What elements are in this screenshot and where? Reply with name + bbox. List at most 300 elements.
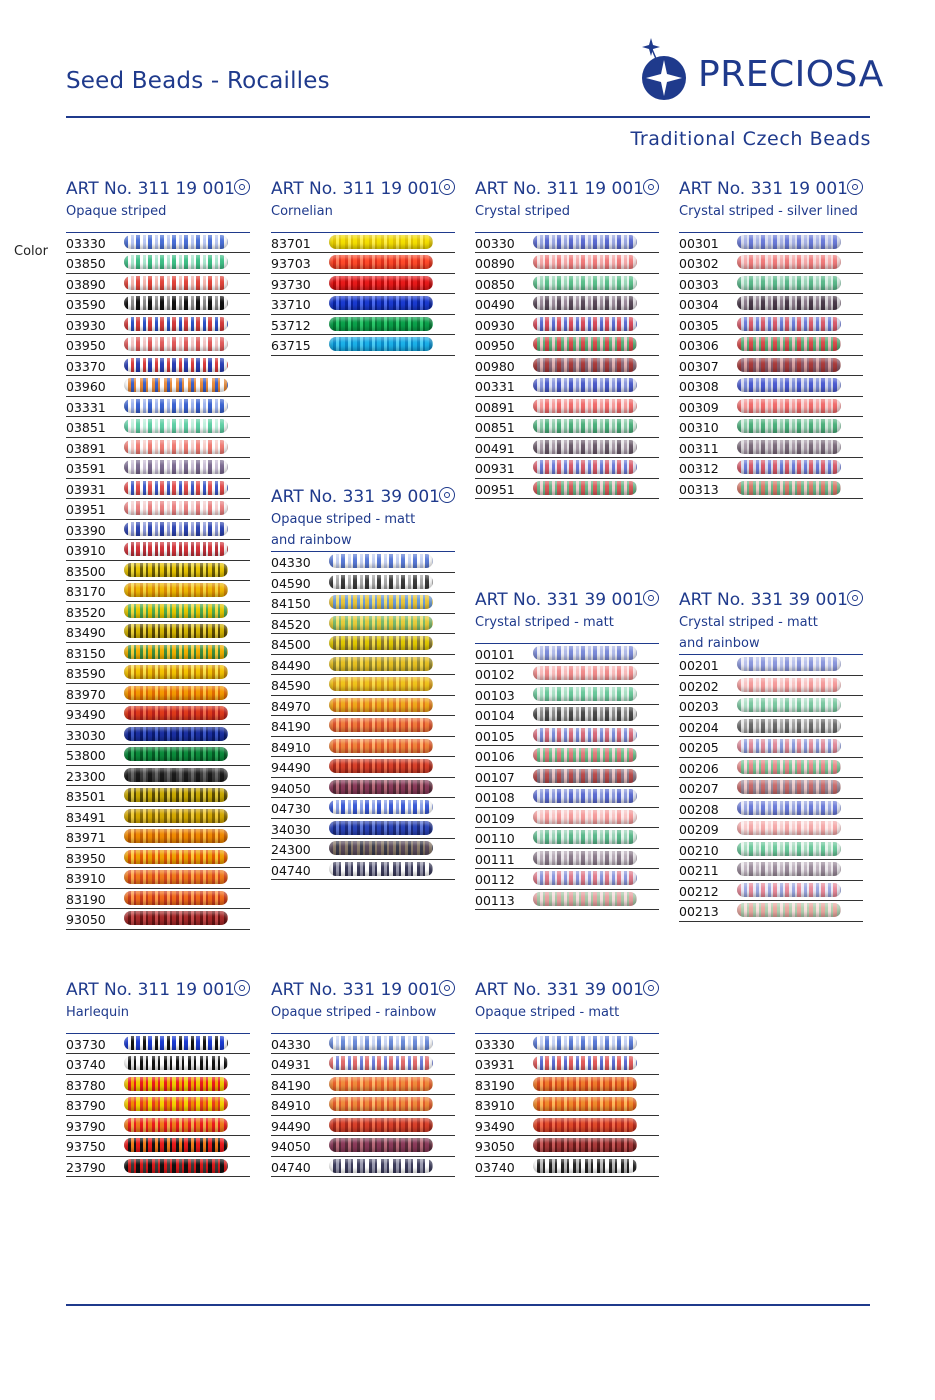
bead-strand-swatch (124, 706, 228, 720)
color-code: 84970 (271, 698, 311, 714)
bead-strand-swatch (737, 719, 841, 733)
bead-strand-swatch (737, 399, 841, 413)
bead-strand-swatch (737, 317, 841, 331)
color-code: 00311 (679, 440, 719, 456)
color-code: 00850 (475, 276, 515, 292)
bead-strand-swatch (329, 636, 433, 650)
color-code: 84590 (271, 678, 311, 693)
color-list (475, 644, 659, 911)
color-code: 93490 (66, 707, 106, 722)
art-number-label: ART No. 311 19 001 (475, 179, 644, 199)
color-row (679, 655, 863, 676)
color-code: 53800 (66, 748, 106, 763)
color-code: 84910 (271, 1098, 311, 1113)
bead-hole-icon (234, 179, 250, 195)
color-row (475, 376, 659, 397)
color-row (679, 881, 863, 902)
color-code: 03591 (66, 461, 106, 476)
color-row (66, 1157, 250, 1178)
bead-strand-swatch (533, 892, 637, 906)
color-row (679, 901, 863, 922)
color-row (271, 757, 455, 778)
color-row (66, 315, 250, 336)
bead-strand-swatch (124, 255, 228, 269)
art-number (679, 589, 863, 613)
art-number (271, 178, 455, 202)
bead-strand-swatch (533, 707, 637, 721)
color-row (66, 745, 250, 766)
bead-strand-swatch (329, 1118, 433, 1132)
color-code: 83590 (66, 666, 106, 681)
bead-strand-swatch (329, 739, 433, 753)
color-row (66, 253, 250, 274)
section-subtitle: and rainbow (271, 532, 352, 548)
color-code: 00306 (679, 338, 719, 353)
footer-rule (66, 1304, 870, 1306)
color-row (679, 717, 863, 738)
color-code: 00203 (679, 699, 719, 714)
color-row (475, 644, 659, 665)
color-code: 03740 (66, 1057, 106, 1072)
bead-hole-icon (439, 179, 455, 195)
color-row (475, 253, 659, 274)
bead-strand-swatch (533, 419, 637, 433)
section-subtitle: and rainbow (679, 635, 760, 651)
color-code: 00950 (475, 338, 515, 353)
section-crystal-striped (475, 178, 659, 499)
bead-strand-swatch (533, 378, 637, 392)
color-code: 00304 (679, 297, 719, 312)
bead-strand-swatch (533, 646, 637, 660)
color-row (66, 561, 250, 582)
color-code: 94490 (271, 1118, 311, 1134)
art-number (271, 979, 455, 1003)
color-row (271, 716, 455, 737)
bead-strand-swatch (124, 337, 228, 351)
bead-strand-swatch (124, 1056, 228, 1070)
bead-strand-swatch (737, 780, 841, 794)
color-code: 03931 (475, 1057, 515, 1072)
color-code: 03930 (66, 317, 106, 333)
bead-strand-swatch (329, 1077, 433, 1091)
color-code: 84190 (271, 1077, 311, 1093)
bead-strand-swatch (124, 440, 228, 454)
bead-strand-swatch (329, 337, 433, 351)
color-code: 94050 (271, 1139, 311, 1154)
bead-strand-swatch (329, 698, 433, 712)
bead-strand-swatch (124, 542, 228, 556)
color-row (679, 458, 863, 479)
bead-strand-swatch (533, 255, 637, 269)
color-row (66, 499, 250, 520)
color-code: 04730 (271, 801, 311, 816)
color-code: 03331 (66, 399, 106, 415)
art-number (271, 486, 455, 510)
color-code: 84910 (271, 739, 311, 755)
color-code: 03950 (66, 338, 106, 353)
bead-strand-swatch (329, 1097, 433, 1111)
bead-strand-swatch (124, 563, 228, 577)
bead-strand-swatch (737, 255, 841, 269)
color-row (679, 479, 863, 500)
color-row (66, 376, 250, 397)
color-code: 00307 (679, 358, 719, 374)
section-opaque-striped-matt-rainbow (271, 486, 455, 880)
bead-strand-swatch (124, 665, 228, 679)
color-row (66, 520, 250, 541)
color-row (475, 808, 659, 829)
color-list (475, 233, 659, 500)
color-row (271, 233, 455, 254)
color-code: 83780 (66, 1077, 106, 1093)
color-row (475, 869, 659, 890)
color-row (66, 602, 250, 623)
color-row (66, 848, 250, 869)
color-row (271, 1034, 455, 1055)
bead-strand-swatch (329, 616, 433, 630)
color-code: 00305 (679, 317, 719, 333)
color-code: 83491 (66, 809, 106, 825)
color-code: 00110 (475, 831, 515, 846)
color-list (271, 233, 455, 356)
color-code: 83910 (475, 1098, 515, 1113)
color-code: 83520 (66, 604, 106, 620)
color-code: 03890 (66, 276, 106, 292)
bead-strand-swatch (533, 1036, 637, 1050)
bead-strand-swatch (329, 677, 433, 691)
color-code: 00211 (679, 863, 719, 878)
bead-strand-swatch (124, 1036, 228, 1050)
bead-strand-swatch (737, 657, 841, 671)
color-row (271, 675, 455, 696)
color-row (66, 827, 250, 848)
color-row (271, 1116, 455, 1137)
color-code: 00930 (475, 317, 515, 333)
art-number (66, 178, 250, 202)
bead-strand-swatch (124, 1159, 228, 1173)
color-row (66, 274, 250, 295)
color-row (66, 889, 250, 910)
color-code: 00312 (679, 461, 719, 476)
color-code: 00890 (475, 256, 515, 271)
bead-strand-swatch (737, 821, 841, 835)
color-code: 00490 (475, 297, 515, 312)
color-list (271, 552, 455, 880)
color-row (66, 540, 250, 561)
color-row (66, 1116, 250, 1137)
color-code: 83950 (66, 850, 106, 866)
bead-strand-swatch (533, 789, 637, 803)
bead-strand-swatch (329, 317, 433, 331)
art-number-label: ART No. 331 39 001 (475, 590, 644, 610)
color-row (679, 274, 863, 295)
color-code: 00109 (475, 810, 515, 826)
bead-strand-swatch (124, 296, 228, 310)
section-subtitle: Opaque striped (66, 204, 167, 219)
bead-strand-swatch (124, 358, 228, 372)
color-code: 03590 (66, 297, 106, 312)
color-row (66, 1034, 250, 1055)
color-row (475, 767, 659, 788)
color-row (475, 726, 659, 747)
art-number (679, 178, 863, 202)
color-code: 00301 (679, 235, 719, 251)
color-row (66, 294, 250, 315)
preciosa-logo (636, 38, 884, 108)
bead-strand-swatch (737, 862, 841, 876)
color-code: 83190 (66, 891, 106, 907)
color-row (475, 1095, 659, 1116)
color-row (66, 622, 250, 643)
color-row (679, 417, 863, 438)
color-code: 93750 (66, 1139, 106, 1154)
color-code: 83190 (475, 1077, 515, 1093)
section-harlequin (66, 979, 250, 1177)
bead-strand-swatch (329, 800, 433, 814)
bead-strand-swatch (737, 760, 841, 774)
color-code: 84520 (271, 616, 311, 632)
color-row (475, 417, 659, 438)
bead-strand-swatch (124, 809, 228, 823)
bead-strand-swatch (329, 296, 433, 310)
bead-strand-swatch (533, 1097, 637, 1111)
bead-strand-swatch (533, 851, 637, 865)
color-code: 00108 (475, 790, 515, 805)
color-row (679, 758, 863, 779)
section-subtitle: Crystal striped - matt (679, 615, 818, 630)
color-row (271, 1054, 455, 1075)
bead-strand-swatch (533, 810, 637, 824)
bead-strand-swatch (124, 481, 228, 495)
color-code: 00111 (475, 851, 515, 867)
bead-strand-swatch (124, 1138, 228, 1152)
section-subtitle: Opaque striped - rainbow (271, 1005, 437, 1020)
color-row (475, 1034, 659, 1055)
bead-hole-icon (847, 590, 863, 606)
color-code: 03370 (66, 358, 106, 374)
bead-strand-swatch (329, 862, 433, 876)
color-row (475, 315, 659, 336)
bead-hole-icon (439, 487, 455, 503)
color-code: 33030 (66, 727, 106, 743)
bead-strand-swatch (124, 378, 228, 392)
color-row (271, 798, 455, 819)
color-row (475, 664, 659, 685)
color-row (475, 233, 659, 254)
color-code: 00113 (475, 892, 515, 908)
bead-strand-swatch (533, 1159, 637, 1173)
bead-strand-swatch (737, 337, 841, 351)
bead-strand-swatch (533, 276, 637, 290)
color-row (475, 335, 659, 356)
color-code: 03330 (66, 235, 106, 251)
bead-strand-swatch (329, 554, 433, 568)
color-row (66, 417, 250, 438)
bead-hole-icon (439, 980, 455, 996)
color-row (66, 643, 250, 664)
color-code: 33710 (271, 297, 311, 312)
color-row (66, 581, 250, 602)
color-row (271, 552, 455, 573)
color-row (475, 828, 659, 849)
color-code: 00202 (679, 678, 719, 694)
bead-strand-swatch (533, 1118, 637, 1132)
bead-strand-swatch (329, 255, 433, 269)
color-row (679, 438, 863, 459)
color-code: 00206 (679, 760, 719, 776)
color-row (66, 786, 250, 807)
color-row (475, 787, 659, 808)
bead-strand-swatch (124, 645, 228, 659)
color-row (475, 685, 659, 706)
color-code: 00103 (475, 687, 515, 703)
color-code: 23790 (66, 1159, 106, 1175)
color-code: 00101 (475, 646, 515, 662)
color-row (679, 696, 863, 717)
art-number (475, 979, 659, 1003)
color-code: 00851 (475, 420, 515, 435)
art-number-label: ART No. 331 39 001 (271, 487, 440, 507)
color-row (475, 1136, 659, 1157)
color-code: 00102 (475, 667, 515, 682)
color-code: 93790 (66, 1118, 106, 1134)
color-code: 00104 (475, 708, 515, 723)
bead-strand-swatch (124, 891, 228, 905)
color-code: 03951 (66, 502, 106, 517)
color-row (271, 593, 455, 614)
color-row (66, 233, 250, 254)
color-row (271, 1075, 455, 1096)
color-code: 00209 (679, 822, 719, 837)
bead-strand-swatch (124, 829, 228, 843)
color-row (271, 294, 455, 315)
color-row (271, 819, 455, 840)
bead-strand-swatch (329, 841, 433, 855)
color-code: 00891 (475, 399, 515, 415)
color-code: 84150 (271, 596, 311, 611)
bead-hole-icon (847, 179, 863, 195)
bead-strand-swatch (533, 337, 637, 351)
bead-strand-swatch (329, 575, 433, 589)
color-code: 03730 (66, 1036, 106, 1052)
color-row (475, 274, 659, 295)
color-code: 00201 (679, 658, 719, 673)
bead-strand-swatch (329, 1159, 433, 1173)
color-row (271, 1157, 455, 1178)
color-list (679, 655, 863, 922)
color-row (475, 1075, 659, 1096)
color-code: 03891 (66, 440, 106, 456)
color-row (66, 704, 250, 725)
color-row (475, 849, 659, 870)
color-code: 00210 (679, 842, 719, 858)
color-row (66, 438, 250, 459)
art-number-label: ART No. 331 19 001 (271, 980, 440, 1000)
bead-strand-swatch (329, 276, 433, 290)
bead-strand-swatch (329, 1056, 433, 1070)
color-row (66, 766, 250, 787)
page-title: Seed Beads - Rocailles (66, 68, 330, 94)
bead-strand-swatch (533, 748, 637, 762)
color-row (679, 253, 863, 274)
star-icon (636, 38, 696, 104)
color-row (271, 655, 455, 676)
color-code: 83971 (66, 830, 106, 845)
color-code: 00310 (679, 420, 719, 435)
color-row (271, 778, 455, 799)
bead-strand-swatch (124, 460, 228, 474)
color-code: 93490 (475, 1118, 515, 1134)
color-row (475, 890, 659, 911)
color-row (679, 860, 863, 881)
color-row (679, 737, 863, 758)
color-list (475, 1034, 659, 1178)
color-row (679, 356, 863, 377)
color-code: 00204 (679, 719, 719, 735)
art-number-label: ART No. 331 39 001 (475, 980, 644, 1000)
section-opaque-striped-matt (475, 979, 659, 1177)
bead-strand-swatch (737, 296, 841, 310)
color-code: 84500 (271, 637, 311, 652)
color-row (271, 1095, 455, 1116)
color-code: 00302 (679, 256, 719, 271)
color-list (66, 233, 250, 930)
bead-strand-swatch (329, 1138, 433, 1152)
color-code: 63715 (271, 338, 311, 353)
section-crystal-striped-matt (475, 589, 659, 910)
bead-strand-swatch (124, 911, 228, 925)
section-crystal-striped-silver-lined (679, 178, 863, 499)
color-row (679, 676, 863, 697)
color-row (66, 725, 250, 746)
color-row (475, 356, 659, 377)
color-code: 83490 (66, 625, 106, 640)
bead-hole-icon (643, 179, 659, 195)
color-code: 03330 (475, 1036, 515, 1052)
color-code: 04590 (271, 575, 311, 591)
color-code: 00931 (475, 461, 515, 476)
color-code: 00112 (475, 872, 515, 887)
bead-strand-swatch (737, 883, 841, 897)
color-code: 00207 (679, 781, 719, 796)
bead-strand-swatch (533, 358, 637, 372)
bead-strand-swatch (124, 419, 228, 433)
bead-strand-swatch (329, 595, 433, 609)
bead-strand-swatch (124, 747, 228, 761)
bead-strand-swatch (124, 317, 228, 331)
brand-name: PRECIOSA (698, 54, 884, 95)
color-row (679, 376, 863, 397)
color-row (271, 737, 455, 758)
color-code: 84190 (271, 719, 311, 734)
color-code: 00330 (475, 235, 515, 251)
tagline: Traditional Czech Beads (630, 128, 871, 150)
color-row (475, 1157, 659, 1178)
bead-strand-swatch (737, 678, 841, 692)
section-subtitle: Opaque striped - matt (475, 1005, 620, 1020)
art-number-label: ART No. 311 19 001 (271, 179, 440, 199)
art-number-label: ART No. 331 19 001 (679, 179, 848, 199)
color-code: 84490 (271, 657, 311, 673)
bead-strand-swatch (533, 235, 637, 249)
color-code: 53712 (271, 317, 311, 333)
color-row (475, 1054, 659, 1075)
color-row (271, 1136, 455, 1157)
color-code: 94050 (271, 780, 311, 796)
bead-strand-swatch (124, 624, 228, 638)
bead-strand-swatch (533, 440, 637, 454)
color-code: 93730 (271, 276, 311, 292)
